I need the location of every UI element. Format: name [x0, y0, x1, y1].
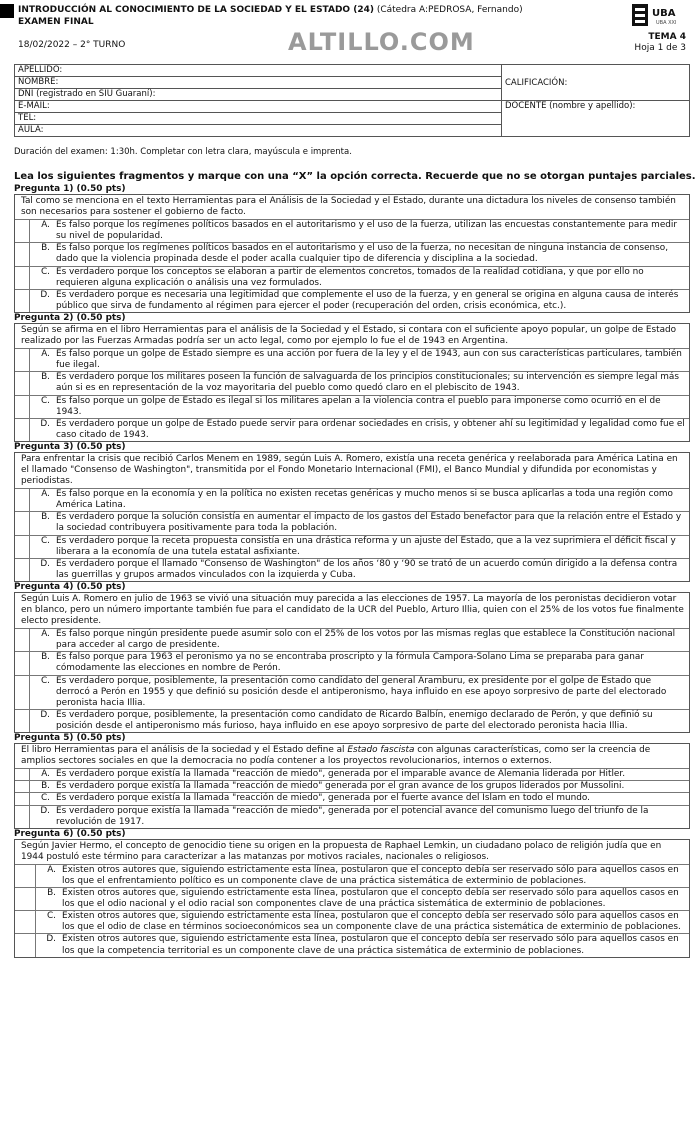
- student-info-table: [14, 64, 690, 137]
- option-letter: C.: [40, 266, 50, 277]
- option-text: Existen otros autores que, siguiendo estrictamente esta línea, postularon que el concepto debía ser reservado sólo para aquellos casos en los que el enfrentamiento político es un componente clave de una práctica sistemática de exterminio de poblaciones.: [62, 864, 679, 886]
- answer-option[interactable]: [15, 267, 689, 290]
- option-letter: D.: [40, 805, 50, 816]
- question-label: Pregunta 2) (0.50 pts): [14, 312, 126, 323]
- answer-option[interactable]: [15, 559, 689, 581]
- option-text: Es falso porque un golpe de Estado siempre es una acción por fuera de la ley y el de 1943, aun con sus características particulares, también fue ilegal.: [56, 349, 682, 371]
- answer-checkbox[interactable]: [15, 267, 30, 289]
- instructions: Lea los siguientes fragmentos y marque con una “X” la opción correcta. Recuerde que no se otorgan puntajes parciales.: [14, 171, 696, 182]
- answer-checkbox[interactable]: [15, 220, 30, 242]
- answer-checkbox[interactable]: [15, 710, 30, 732]
- answer-checkbox[interactable]: [15, 396, 30, 418]
- option-letter: B.: [47, 888, 56, 899]
- option-letter: B.: [41, 652, 50, 663]
- question-stem: Para enfrentar la crisis que recibió Carlos Menem en 1989, según Luis A. Romero, existía una receta genérica y reelaborada para América Latina en el llamado "Consenso de Washington", transmitida por el Fondo Monetario Internacional (FMI), el Banco Mundial y difundida por economistas y periodistas.: [15, 453, 689, 489]
- option-text: Es verdadero porque un golpe de Estado puede servir para ordenar sociedades en crisis, y obtener ahí su legitimidad y legalidad como fue el caso citado de 1943.: [56, 418, 685, 440]
- answer-option[interactable]: [15, 652, 689, 675]
- option-letter: D.: [40, 558, 50, 569]
- answer-option[interactable]: [15, 769, 689, 781]
- option-text: Es falso porque para 1963 el peronismo ya no se encontraba proscripto y la fórmula Campora-Solano Lima se preparaba para ganar cómodamente las elecciones en nombre de Perón.: [56, 652, 644, 674]
- answer-option[interactable]: [15, 489, 689, 512]
- option-text: Es falso porque en la economía y en la política no existen recetas genéricas y mucho menos si se busca aplicarlas a toda una región como América Latina.: [56, 489, 673, 511]
- answer-checkbox[interactable]: [15, 769, 30, 780]
- uba-logo: [632, 4, 684, 26]
- corner-registration-mark: [0, 4, 14, 18]
- option-letter: D.: [46, 934, 56, 945]
- question-stem: Tal como se menciona en el texto Herramientas para el Análisis de la Sociedad y el Estado, durante una dictadura los niveles de consenso también son necesarios para sostener el gobierno de facto.: [15, 195, 689, 220]
- answer-option[interactable]: [15, 512, 689, 535]
- question-label: Pregunta 5) (0.50 pts): [14, 733, 126, 744]
- answer-checkbox[interactable]: [15, 934, 36, 956]
- question-stem: Según Javier Hermo, el concepto de genocidio tiene su origen en la propuesta de Raphael Lemkin, un ciudadano polaco de religión judía que en 1944 postuló este término para caracterizar a las matanzas por motivos raciales, nacionales o religiosos.: [15, 840, 689, 865]
- page-counter: Hoja 1 de 3: [634, 43, 686, 53]
- question-3: [14, 452, 690, 582]
- answer-checkbox[interactable]: [15, 372, 30, 394]
- option-text: Existen otros autores que, siguiendo estrictamente esta línea, postularon que el concepto debía ser reservado sólo para aquellos casos en los que la competencia territorial es un componente clave de una práctica sistemática de exterminio de poblaciones.: [62, 934, 679, 956]
- option-text: Es verdadero porque es necesaria una legitimidad que complemente el uso de la fuerza, y en general se origina en alguna causa de interés público que sirva de fundamento al régimen para ejercer el poder (recuperación del orden, crisis económica, etc.).: [56, 289, 679, 311]
- question-label: Pregunta 4) (0.50 pts): [14, 581, 126, 592]
- option-text: Existen otros autores que, siguiendo estrictamente esta línea, postularon que el concepto debía ser reservado sólo para aquellos casos en los que el odio de clase en términos socioeconómicos sea un componente clave de una práctica sistemática de exterminio de poblaciones.: [62, 911, 681, 933]
- dni-field[interactable]: DNI (registrado en SIU Guaraní):: [15, 89, 502, 101]
- option-text: Es verdadero porque existía la llamada "reacción de miedo", generada por el fuerte avance del Islam en todo el mundo.: [56, 793, 590, 804]
- answer-option[interactable]: [15, 220, 689, 243]
- question-label: Pregunta 3) (0.50 pts): [14, 441, 126, 452]
- answer-checkbox[interactable]: [15, 793, 30, 804]
- tel-field[interactable]: TEL:: [15, 113, 502, 125]
- exam-type: EXAMEN FINAL: [18, 17, 94, 27]
- answer-option[interactable]: [15, 911, 689, 934]
- answer-option[interactable]: [15, 536, 689, 559]
- answer-option[interactable]: [15, 629, 689, 652]
- option-text: Es verdadero porque existía la llamada "reacción de miedo", generada por el potencial avance del comunismo luego del triunfo de la revolución de 1917.: [56, 805, 649, 827]
- option-letter: A.: [41, 349, 50, 360]
- answer-option[interactable]: [15, 793, 689, 805]
- stem-emphasis: Estado fascista: [347, 745, 415, 756]
- option-letter: C.: [46, 911, 56, 922]
- option-text: Es falso porque ningún presidente puede asumir solo con el 25% de los votos por las mismas reglas que establece la Constitución nacional para acceder al cargo de presidente.: [56, 629, 676, 651]
- option-letter: B.: [41, 372, 50, 383]
- option-text: Es verdadero porque la receta propuesta consistía en una drástica reforma y un ajuste del Estado, que a la vez suprimiera el déficit fiscal y liberara a la economía de una tutela estatal asfixiante.: [56, 535, 676, 557]
- answer-option[interactable]: [15, 865, 689, 888]
- question-stem: Según se afirma en el libro Herramientas para el análisis de la Sociedad y el Estado, si contara con el suficiente apoyo popular, un golpe de Estado realizado por las Fuerzas Armadas podría ser un acto legal, como por ejemplo lo fue el de 1943 en Argentina.: [15, 324, 689, 349]
- answer-option[interactable]: [15, 396, 689, 419]
- option-letter: D.: [40, 709, 50, 720]
- question-stem: Según Luis A. Romero en julio de 1963 se vivió una situación muy parecida a las elecciones de 1957. La mayoría de los peronistas decidieron votar en blanco, pero un número importante también fue para el candidato de la UCR del Pueblo, Arturo Illia, quien con el 25% de los votos fue finalmente electo presidente.: [15, 593, 689, 629]
- option-letter: C.: [40, 395, 50, 406]
- option-letter: A.: [41, 629, 50, 640]
- option-text: Es falso porque los regímenes políticos basados en el autoritarismo y el uso de la fuerza, no necesitan de ninguna instancia de consenso, dado que la violencia propinada desde el poder acalla cualquier tipo de diferencia y disciplina a la sociedad.: [56, 243, 669, 265]
- answer-checkbox[interactable]: [15, 349, 30, 371]
- course-chair: (Cátedra A:PEDROSA, Fernando): [373, 5, 523, 15]
- answer-option[interactable]: [15, 419, 689, 441]
- stem-text: con algunas características, como ser la creencia de amplios sectores sociales en que la democracia no podía contener a los proyectos revolucionarios, internos o externos.: [21, 745, 651, 767]
- option-text: Es falso porque un golpe de Estado es ilegal si los militares apelan a la violencia contra el pueblo para imponerse como ocurrió en el de 1943.: [56, 395, 661, 417]
- option-text: Es verdadero porque los conceptos se elaboran a partir de elementos concretos, tomados de la realidad cotidiana, y que por ello no requieren alguna explicación o análisis una vez formulados.: [56, 266, 644, 288]
- answer-checkbox[interactable]: [15, 781, 30, 792]
- answer-option[interactable]: [15, 781, 689, 793]
- answer-checkbox[interactable]: [15, 559, 30, 581]
- answer-checkbox[interactable]: [15, 911, 36, 933]
- answer-option[interactable]: [15, 349, 689, 372]
- option-letter: A.: [47, 864, 56, 875]
- option-letter: B.: [41, 781, 50, 792]
- answer-option[interactable]: [15, 806, 689, 828]
- question-5: [14, 743, 690, 829]
- option-letter: A.: [41, 769, 50, 780]
- answer-checkbox[interactable]: [15, 489, 30, 511]
- email-field[interactable]: E-MAIL:: [15, 101, 502, 113]
- svg-text:UBA: UBA: [652, 8, 676, 19]
- question-6: [14, 839, 690, 958]
- option-text: Es falso porque los regímenes políticos basados en el autoritarismo y el uso de la fuerza, utilizan las encuestas constantemente para medir su nivel de popularidad.: [56, 220, 678, 242]
- option-letter: B.: [41, 243, 50, 254]
- answer-checkbox[interactable]: [15, 676, 30, 709]
- option-letter: A.: [41, 220, 50, 231]
- answer-checkbox[interactable]: [15, 629, 30, 651]
- option-text: Existen otros autores que, siguiendo estrictamente esta línea, postularon que el concepto debía ser reservado sólo para aquellos casos en los que el odio nacional y el odio racial son componentes clave de una práctica sistemática de exterminio de poblaciones.: [62, 888, 679, 910]
- option-text: Es verdadero porque, posiblemente, la presentación como candidato de Ricardo Balbín, enemigo declarado de Perón, y que definió su posición desde el antiperonismo más furioso, haya influido en ese apoyo sorpresivo de parte del electorado peronista hacia Illia.: [56, 709, 653, 731]
- tema-block: [634, 32, 686, 54]
- exam-header-title: [18, 4, 538, 28]
- answer-option[interactable]: [15, 710, 689, 732]
- option-text: Es verdadero porque el llamado "Consenso de Washington" de los años ‘80 y ‘90 se trató de un acuerdo común dirigido a la defensa contra las guerrillas y grupos armados vinculados con la izquierda y Cuba.: [56, 558, 678, 580]
- aula-field[interactable]: AULA:: [15, 125, 502, 137]
- exam-date: 18/02/2022 – 2° TURNO: [18, 40, 126, 50]
- option-text: Es verdadero porque existía la llamada "reacción de miedo", generada por el imparable avance de Alemania liderada por Hitler.: [56, 769, 626, 780]
- answer-checkbox[interactable]: [15, 512, 30, 534]
- question-1: [14, 194, 690, 313]
- answer-option[interactable]: [15, 290, 689, 312]
- answer-option[interactable]: [15, 934, 689, 956]
- nombre-field[interactable]: NOMBRE:: [15, 77, 502, 89]
- answer-option[interactable]: [15, 372, 689, 395]
- answer-option[interactable]: [15, 243, 689, 266]
- option-text: Es verdadero porque la solución consistía en aumentar el impacto de los gastos del Estado benefactor para que la relación entre el Estado y la sociedad contribuyera positivamente para toda la población.: [56, 512, 682, 534]
- option-letter: C.: [40, 793, 50, 804]
- answer-checkbox[interactable]: [15, 888, 36, 910]
- questions-list: [14, 184, 690, 958]
- docente-field[interactable]: DOCENTE (nombre y apellido):: [502, 101, 690, 137]
- question-4: [14, 592, 690, 733]
- answer-checkbox[interactable]: [15, 290, 30, 312]
- answer-checkbox[interactable]: [15, 806, 30, 828]
- option-text: Es verdadero porque existía la llamada "reacción de miedo" generada por el gran avance de los grupos liderados por Mussolini.: [56, 781, 625, 792]
- svg-text:UBA XXI: UBA XXI: [656, 20, 677, 26]
- answer-checkbox[interactable]: [15, 419, 30, 441]
- answer-checkbox[interactable]: [15, 243, 30, 265]
- option-text: Es verdadero porque los militares poseen la función de salvaguarda de los principios constitucionales; su intervención es siempre legal más aún si es en representación de la voz mayoritaria del pueblo como quedó claro en el plebiscito de 1943.: [56, 372, 679, 394]
- question-label: Pregunta 6) (0.50 pts): [14, 828, 126, 839]
- answer-option[interactable]: [15, 676, 689, 710]
- option-letter: C.: [40, 535, 50, 546]
- exam-duration: Duración del examen: 1:30h. Completar con letra clara, mayúscula e imprenta.: [14, 147, 352, 157]
- option-letter: B.: [41, 512, 50, 523]
- answer-checkbox[interactable]: [15, 536, 30, 558]
- option-letter: C.: [40, 675, 50, 686]
- calificacion-field[interactable]: CALIFICACIÓN:: [502, 65, 690, 101]
- question-label: Pregunta 1) (0.50 pts): [14, 184, 126, 194]
- tema-number: TEMA 4: [648, 32, 686, 42]
- answer-option[interactable]: [15, 888, 689, 911]
- apellido-field[interactable]: APELLIDO:: [15, 65, 502, 77]
- question-2: [14, 323, 690, 442]
- stem-text: El libro Herramientas para el análisis de la sociedad y el Estado define al: [21, 745, 348, 756]
- watermark: ALTILLO.COM: [288, 28, 475, 56]
- answer-checkbox[interactable]: [15, 652, 30, 674]
- question-stem: [15, 744, 689, 769]
- course-title: INTRODUCCIÓN AL CONOCIMIENTO DE LA SOCIEDAD Y EL ESTADO (24): [18, 5, 374, 15]
- option-letter: A.: [41, 489, 50, 500]
- answer-checkbox[interactable]: [15, 865, 36, 887]
- option-letter: D.: [40, 418, 50, 429]
- option-text: Es verdadero porque, posiblemente, la presentación como candidato del general Aramburu, ex presidente por el golpe de Estado que derrocó a Perón en 1955 y que definió su posición desde el antiperonismo, haya influido en ese apoyo sorpresivo de parte del electorado peronista hacia Illia.: [56, 675, 667, 708]
- option-letter: D.: [40, 289, 50, 300]
